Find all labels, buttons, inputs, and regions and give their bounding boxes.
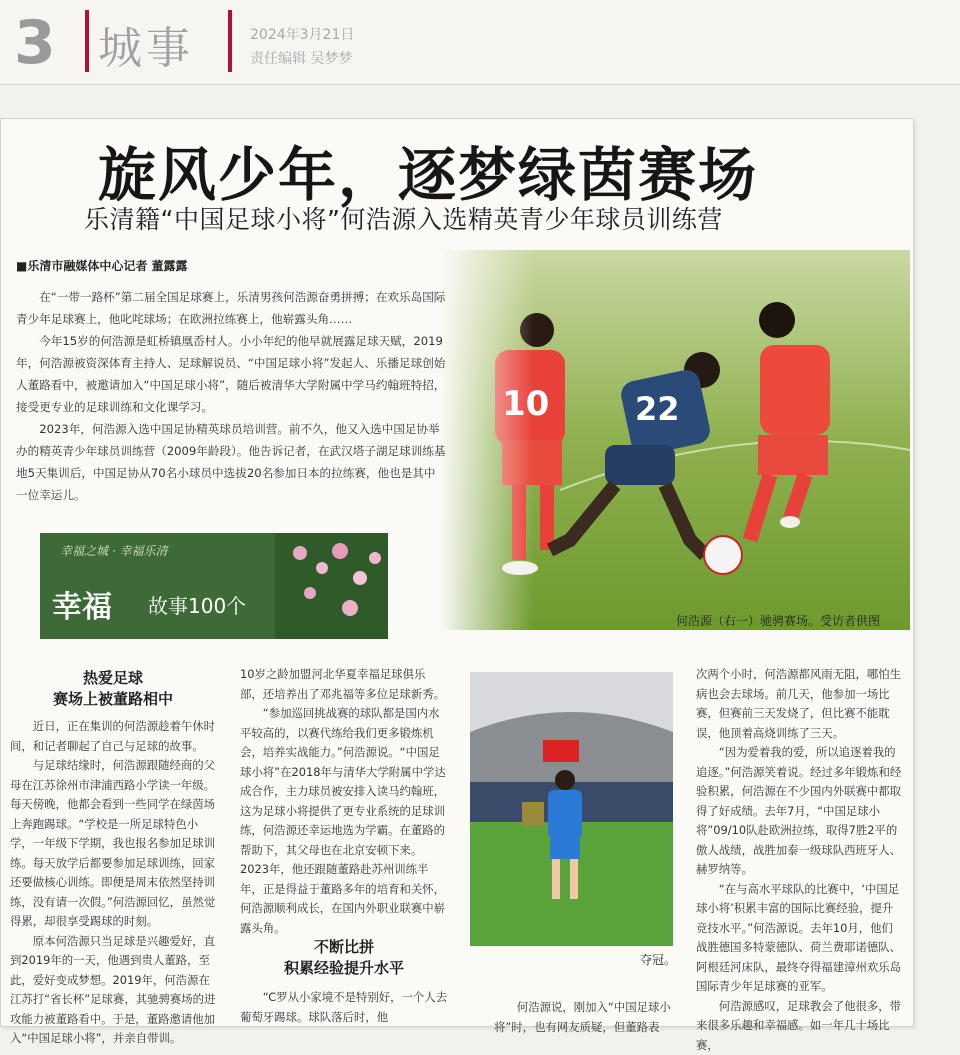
banner-subtitle: 故事100个 — [148, 590, 246, 619]
paragraph: “C罗从小家境不是特别好，一个人去葡萄牙踢球。球队落后时，他 — [240, 988, 448, 1027]
trophy-photo-illustration — [470, 672, 673, 946]
editor-credit: 责任编辑 吴梦梦 — [250, 48, 352, 68]
paragraph: 与足球结缘时，何浩源跟随经商的父母在江苏徐州市津浦西路小学读一年级。每天傍晚，他都会看到一些同学在绿茵场上奔跑踢球。“学校是一所足球特色小学，一年级下学期，我也报名参加足球训练。每天放学后都要参加足球训练，回家还要做核心训练。即便是周末依然坚持训练，没有请一次假。”何浩源回忆，虽然觉得累，却很享受踢球的时刻。 — [10, 756, 216, 932]
issue-date: 2024年3月21日 — [250, 24, 354, 44]
trophy-photo-caption: 夺冠。 — [640, 951, 676, 968]
section-heading-2-line1: 不断比拼 — [240, 937, 448, 958]
banner-title: 幸福 — [52, 582, 112, 626]
section-heading-2-line2: 积累经验提升水平 — [240, 958, 448, 979]
trophy-photo — [470, 672, 673, 946]
paragraph: “参加巡回挑战赛的球队都是国内水平较高的，以赛代练给我们更多锻炼机会，培养实战能力。”何浩源说。“中国足球小将”在2018年与清华大学附属中学达成合作，主力球员被安排入读马约翰班，这为足球小将提供了更专业系统的足球训练，何浩源还幸运地选为学霸。在董路的帮助下，其父母也在北京安顿下来。2023年，他还跟随董路赴苏州训练半年，正是得益于董路多年的培育和关怀，何浩源顺利成长，在国内外职业联赛中崭露头角。 — [240, 704, 448, 938]
masthead-divider-right — [228, 10, 232, 72]
column-1 — [10, 717, 216, 1049]
match-photo — [440, 250, 910, 630]
paragraph: 近日，正在集训的何浩源趁着午休时间，和记者聊起了自己与足球的故事。 — [10, 717, 216, 756]
paragraph: “在与高水平球队的比赛中，‘中国足球小将’积累丰富的国际比赛经验，提升竞技水平。”何浩源说。去年10月，他们战胜德国多特蒙德队、荷兰费耶诺德队、阿根廷河床队，最终夺得福建漳州欢乐岛国际青少年足球赛的亚军。 — [696, 880, 904, 997]
section-heading-1-line2: 赛场上被董路相中 — [10, 689, 216, 710]
column-2-continued — [240, 988, 448, 1027]
paragraph: 原本何浩源只当足球是兴趣爱好，直到2019年的一天，他遇到贵人董路，至此，爱好变成梦想。2019年，何浩源在江苏打“省长杯”足球赛，其驰骋赛场的进攻能力被董路看中。于是，董路邀请他加入“中国足球小将”，并亲自带训。 — [10, 932, 216, 1049]
section-title: 城事 — [98, 12, 194, 76]
subheadline: 乐清籍“中国足球小将”何浩源入选精英青少年球员训练营 — [84, 200, 723, 236]
section-heading-1-line1: 热爱足球 — [10, 668, 216, 689]
intro-paragraph: 2023年，何浩源入选中国足协精英球员培训营。前不久，他又入选中国足协举办的精英青少年球员训练营（2009年龄段）。他告诉记者，在武汉塔子湖足球训练基地5天集训后，中国足协从70名小球员中选拔20名参加日本的拉练赛，他也是其中一位幸运儿。 — [16, 418, 446, 506]
photo-caption: 何浩源（右一）驰骋赛场。受访者供图 — [676, 612, 880, 629]
paragraph: 10岁之龄加盟河北华夏幸福足球俱乐部，还培养出了邓兆福等多位足球新秀。 — [240, 665, 448, 704]
column-3 — [494, 998, 672, 1037]
byline: ■乐清市融媒体中心记者 董露露 — [16, 257, 188, 274]
intro-text — [16, 286, 446, 506]
intro-paragraph: 今年15岁的何浩源是虹桥镇凰岙村人。小小年纪的他早就展露足球天赋，2019年，何浩源被资深体育主持人、足球解说员、“中国足球小将”发起人、乐播足球创始人董路看中，被邀请加入“中国足球小将”，随后被清华大学附属中学马约翰班特招，接受更专业的足球训练和文化课学习。 — [16, 330, 446, 418]
masthead-divider-left — [85, 10, 89, 72]
intro-paragraph: 在“一带一路杯”第二届全国足球赛上，乐清男孩何浩源奋勇拼搏；在欢乐岛国际青少年足球赛上，他叱咤球场；在欧洲拉练赛上，他崭露头角…… — [16, 286, 446, 330]
match-photo-illustration — [440, 250, 910, 630]
banner-tagline: 幸福之城 · 幸福乐清 — [60, 542, 167, 559]
paragraph: 次两个小时，何浩源都风雨无阻，哪怕生病也会去球场。前几天，他参加一场比赛，但赛前三天发烧了，但比赛不能耽误，他顶着高烧训练了三天。 — [696, 665, 904, 743]
page-number: 3 — [14, 8, 56, 78]
column-2 — [240, 665, 448, 938]
column-4 — [696, 665, 904, 1055]
headline: 旋风少年，逐梦绿茵赛场 — [98, 128, 758, 212]
section-heading-1 — [10, 668, 216, 710]
paragraph: “因为爱着我的爱，所以追逐着我的追逐。”何浩源笑着说。经过多年锻炼和经验积累，何浩源在不少国内外联赛中都取得了好成绩。去年7月，“中国足球小将”09/10队赴欧洲拉练，取得7胜2平的傲人战绩，战胜加泰一级球队西班牙人、赫罗纳等。 — [696, 743, 904, 880]
paragraph: 何浩源感叹，足球教会了他很多，带来很多乐趣和幸福感。如一年几十场比赛， — [696, 997, 904, 1055]
section-heading-2 — [240, 937, 448, 979]
paragraph: 何浩源说，刚加入“中国足球小将”时，也有网友质疑，但董路表 — [494, 998, 672, 1037]
